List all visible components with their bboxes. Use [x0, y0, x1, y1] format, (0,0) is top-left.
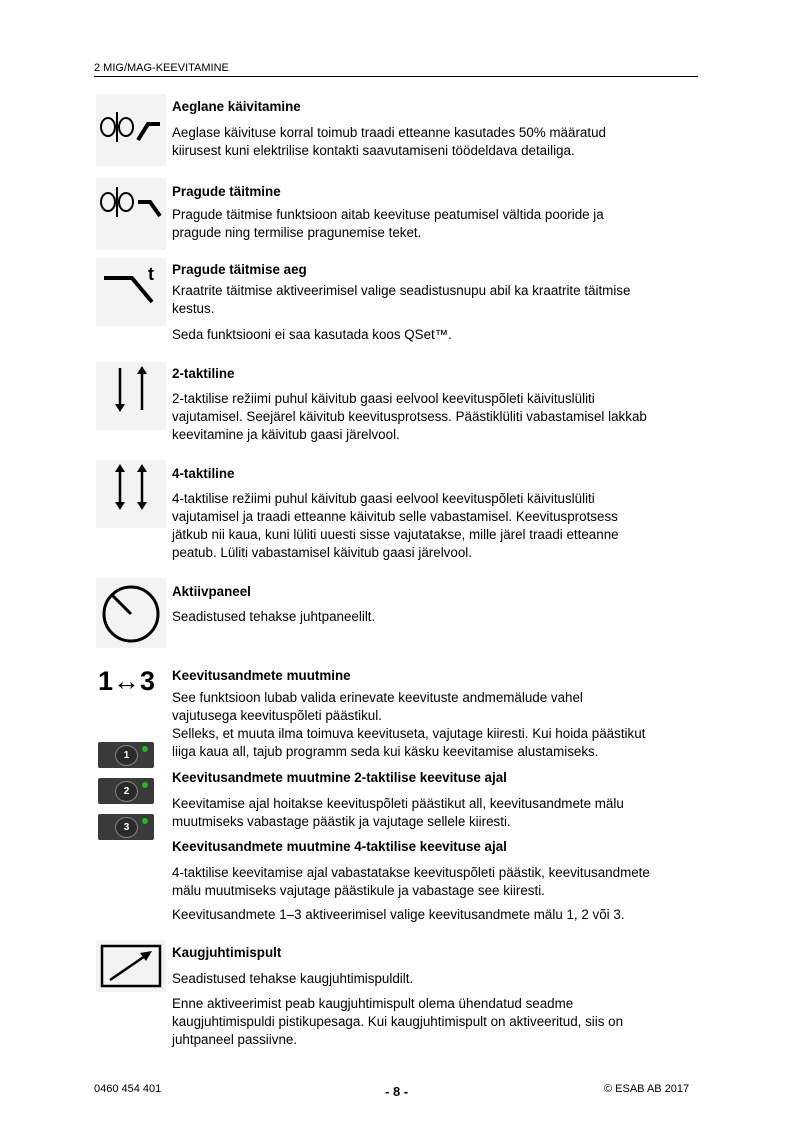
weld-data-4t-title: Keevitusandmete muutmine 4-taktilise keevituse ajal [172, 839, 507, 854]
four-stroke-icon [96, 460, 166, 528]
four-stroke-text: 4-taktilise režiimi puhul käivitub gaasi eelvool keevituspõleti käivituslüliti vajutamisel ja traadi etteanne käivitub selle vabastamisel. Keevitusprotsess jätkub nii kaua, kuni lüliti uuesti sisse vajutatakse, mille järel traadi etteanne peatub. Lüliti vabastamisel käivitub gaasi järelvool. [172, 491, 619, 560]
slow-start-title: Aeglane käivitamine [172, 99, 301, 114]
weld-data-switch-text: See funktsioon lubab valida erinevate keevituste andmemälude vahel vajutusega keevituspõleti päästikul. Selleks, et muuta ilma toimuva keevituseta, vajutage kiiresti. Kui hoida päästikut liiga kaua all, tajub programm seda kui käsku keevitamise alustamiseks. [172, 690, 646, 759]
memory-button-3[interactable] [98, 814, 154, 840]
memory-knob: 2 [115, 781, 138, 802]
slow-start-text: Aeglase käivituse korral toimub traadi etteanne kasutades 50% määratud kiirusest kuni elektrilise kontakti saavutamiseni töödeldava detailiga. [172, 125, 606, 158]
two-stroke-icon [96, 362, 166, 430]
memory-knob: 3 [115, 817, 138, 838]
weld-data-4t-text: 4-taktilise keevitamise ajal vabastatakse keevituspõleti päästik, keevitusandmete mälu muutmiseks vajutage päästikule ja vabastage see kiiresti. [172, 865, 650, 898]
remote-title: Kaugjuhtimispult [172, 945, 282, 960]
weld-data-4t-note: Keevitusandmete 1–3 aktiveerimisel valige keevitusandmete mälu 1, 2 või 3. [172, 907, 625, 922]
crater-time-note: Seda funktsiooni ei saa kasutada koos QSet™. [172, 327, 452, 342]
weld-data-switch-icon: 1↔3 [98, 666, 156, 696]
crater-fill-icon [96, 178, 166, 250]
remote-note: Enne aktiveerimist peab kaugjuhtimispult olema ühendatud seadme kaugjuhtimispuldi pistikupesaga. Kui kaugjuhtimispult on aktiveeritud, siis on juhtpaneel passiivne. [172, 996, 624, 1047]
two-stroke-text: 2-taktilise režiimi puhul käivitub gaasi eelvool keevituspõleti käivituslüliti vajutamisel. Seejärel käivitub keevitusprotsess. Päästiklüliti vabastamisel lakkab keevitamine ja käivitub gaasi järelvool. [172, 391, 647, 442]
crater-time-icon [96, 258, 166, 326]
active-panel-text: Seadistused tehakse juhtpaneelilt. [172, 609, 376, 624]
crater-time-text: Kraatrite täitmise aktiveerimisel valige seadistusnupu abil ka kraatrite täitmise kestus. [172, 283, 631, 316]
weld-data-2t-text: Keevitamise ajal hoitakse keevituspõleti päästikut all, keevitusandmete mälu muutmiseks vabastage päästik ja vajutage sellele kiiresti. [172, 796, 624, 829]
running-header: 2 MIG/MAG-KEEVITAMINE [94, 62, 229, 74]
led-indicator [142, 818, 148, 824]
slow-start-icon [96, 94, 166, 166]
header-rule [94, 76, 698, 77]
crater-time-title: Pragude täitmise aeg [172, 262, 307, 277]
memory-button-1[interactable] [98, 742, 154, 768]
remote-control-icon [96, 940, 166, 992]
active-panel-icon [96, 578, 166, 648]
copyright: © ESAB AB 2017 [604, 1083, 690, 1095]
four-stroke-title: 4-taktiline [172, 466, 235, 481]
remote-text: Seadistused tehakse kaugjuhtimispuldilt. [172, 971, 414, 986]
led-indicator [142, 782, 148, 788]
crater-fill-text: Pragude täitmise funktsioon aitab keevituse peatumisel vältida pooride ja pragude ning termilise pragunemise teket. [172, 207, 604, 240]
crater-fill-title: Pragude täitmine [172, 184, 281, 199]
weld-data-2t-title: Keevitusandmete muutmine 2-taktilise keevituse ajal [172, 770, 507, 785]
memory-knob: 1 [115, 745, 138, 766]
weld-data-switch-title: Keevitusandmete muutmine [172, 668, 351, 683]
two-stroke-title: 2-taktiline [172, 366, 235, 381]
active-panel-title: Aktiivpaneel [172, 584, 251, 599]
document-number: 0460 454 401 [94, 1083, 162, 1095]
page-number: - 8 - [385, 1084, 409, 1099]
crater-time-icon-label: t [148, 264, 154, 284]
memory-button-2[interactable] [98, 778, 154, 804]
led-indicator [142, 746, 148, 752]
